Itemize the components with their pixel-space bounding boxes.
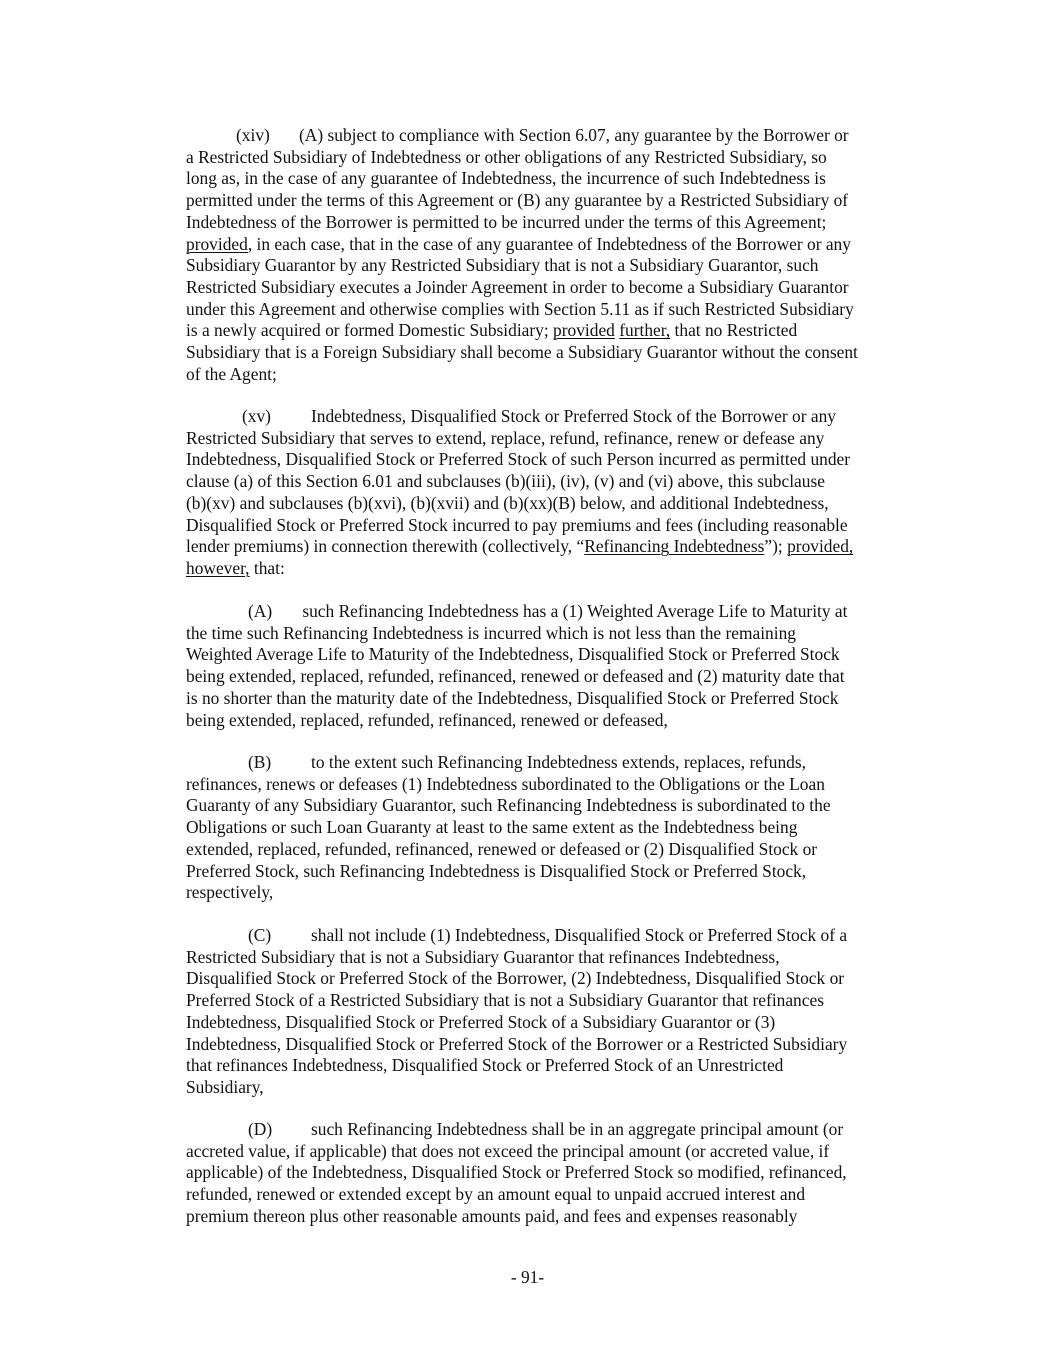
- clause-label: (xv): [242, 406, 271, 426]
- text-line: the time such Refinancing Indebtedness is incurred which is not less than the remaining: [186, 622, 796, 643]
- text-line: lender premiums) in connection therewith (collectively, “Refinancing Indebtedness”); provided,: [186, 536, 854, 557]
- text-line: premium thereon plus other reasonable amounts paid, and fees and expenses reasonably: [186, 1205, 798, 1226]
- text-line: refunded, renewed or extended except by an amount equal to unpaid accrued interest and: [186, 1184, 806, 1205]
- clause-label: (C): [248, 925, 272, 945]
- defined-term: Refinancing Indebtedness: [584, 536, 765, 557]
- page-number: - 91-: [510, 1267, 545, 1287]
- clause-label: (xiv): [236, 125, 270, 145]
- subclause-c: [186, 925, 926, 1099]
- text-line: Obligations or such Loan Guaranty at least to the same extent as the Indebtedness being: [186, 817, 798, 838]
- paragraph-xv: [186, 406, 926, 580]
- text-line: Restricted Subsidiary that is not a Subsidiary Guarantor that refinances Indebtedness,: [186, 946, 780, 967]
- text-line: Disqualified Stock or Preferred Stock incurred to pay premiums and fees (including reasonable: [186, 514, 848, 535]
- text-line: permitted under the terms of this Agreement or (B) any guarantee by a Restricted Subsidiary of: [186, 190, 849, 211]
- text-line: Indebtedness of the Borrower is permitted to be incurred under the terms of this Agreement;: [186, 211, 827, 232]
- text-line: provided, in each case, that in the case of any guarantee of Indebtedness of the Borrower or any: [186, 233, 851, 254]
- text-line: (D) such Refinancing Indebtedness shall be in an aggregate principal amount (or: [248, 1119, 844, 1139]
- text-line: Indebtedness, Disqualified Stock or Preferred Stock of such Person incurred as permitted under: [186, 449, 851, 470]
- text-line: (B) to the extent such Refinancing Indebtedness extends, replaces, refunds,: [248, 752, 806, 772]
- underlined-term: provided,: [787, 536, 854, 557]
- subclause-d: [186, 1119, 926, 1228]
- text-line: that refinances Indebtedness, Disqualified Stock or Preferred Stock of an Unrestricted: [186, 1055, 784, 1076]
- text-line: (b)(xv) and subclauses (b)(xvi), (b)(xvii) and (b)(xx)(B) below, and additional Indebtedness,: [186, 492, 829, 513]
- underlined-term: further,: [619, 320, 671, 341]
- subclause-b: [186, 752, 926, 904]
- text-line: Restricted Subsidiary that serves to extend, replace, refund, refinance, renew or defease any: [186, 427, 825, 448]
- text-line: being extended, replaced, refunded, refinanced, renewed or defeased and (2) maturity date that: [186, 666, 845, 687]
- underlined-term: however,: [186, 557, 250, 578]
- text-line: is no shorter than the maturity date of the Indebtedness, Disqualified Stock or Preferred Stock: [186, 687, 839, 708]
- text-line: Guaranty of any Subsidiary Guarantor, such Refinancing Indebtedness is subordinated to the: [186, 795, 831, 816]
- text-line: however, that:: [186, 557, 285, 578]
- text-line: being extended, replaced, refunded, refinanced, renewed or defeased,: [186, 709, 668, 730]
- clause-label: (A): [248, 601, 273, 621]
- clause-label: (D): [248, 1119, 273, 1139]
- text-line: clause (a) of this Section 6.01 and subclauses (b)(iii), (iv), (v) and (vi) above, this subclause: [186, 471, 825, 492]
- text-line: accreted value, if applicable) that does not exceed the principal amount (or accreted value, if: [186, 1140, 830, 1161]
- text-line: Weighted Average Life to Maturity of the Indebtedness, Disqualified Stock or Preferred Stock: [186, 644, 840, 665]
- text-line: extended, replaced, refunded, refinanced, renewed or defeased or (2) Disqualified Stock or: [186, 838, 818, 859]
- text-line: Indebtedness, Disqualified Stock or Preferred Stock of a Subsidiary Guarantor or (3): [186, 1011, 776, 1032]
- text-line: Preferred Stock of a Restricted Subsidiary that is not a Subsidiary Guarantor that refinances: [186, 990, 824, 1011]
- underlined-term: provided: [553, 320, 615, 341]
- text-line: long as, in the case of any guarantee of Indebtedness, the incurrence of such Indebtedness is: [186, 168, 826, 189]
- text-line: of the Agent;: [186, 363, 277, 384]
- subclause-a: [186, 601, 926, 731]
- text-line: a Restricted Subsidiary of Indebtedness or other obligations of any Restricted Subsidiary, so: [186, 146, 827, 167]
- text-line: Preferred Stock, such Refinancing Indebtedness is Disqualified Stock or Preferred Stock,: [186, 860, 807, 881]
- text-line: Disqualified Stock or Preferred Stock of the Borrower, (2) Indebtedness, Disqualified Stock or: [186, 968, 845, 989]
- text-line: under this Agreement and otherwise complies with Section 5.11 as if such Restricted Subsidiary: [186, 298, 854, 319]
- text-line: Subsidiary,: [186, 1076, 264, 1097]
- text-line: is a newly acquired or formed Domestic Subsidiary; provided further, that no Restricted: [186, 320, 798, 341]
- text-line: (C) shall not include (1) Indebtedness, Disqualified Stock or Preferred Stock of a: [248, 925, 848, 945]
- text-line: Restricted Subsidiary executes a Joinder Agreement in order to become a Subsidiary Guarantor: [186, 276, 849, 297]
- text-line: applicable) of the Indebtedness, Disqualified Stock or Preferred Stock so modified, refinanced,: [186, 1162, 847, 1183]
- text-line: (xv) Indebtedness, Disqualified Stock or Preferred Stock of the Borrower or any: [242, 406, 836, 426]
- text-line: refinances, renews or defeases (1) Indebtedness subordinated to the Obligations or the Loan: [186, 773, 825, 794]
- text-line: Indebtedness, Disqualified Stock or Preferred Stock of the Borrower or a Restricted Subsidiary: [186, 1033, 848, 1054]
- text-line: respectively,: [186, 882, 274, 903]
- paragraph-xiv: [186, 125, 926, 385]
- underlined-term: provided: [186, 233, 248, 254]
- text-line: Subsidiary Guarantor by any Restricted Subsidiary that is not a Subsidiary Guarantor, such: [186, 255, 819, 276]
- text-line: Subsidiary that is a Foreign Subsidiary shall become a Subsidiary Guarantor without the consent: [186, 342, 858, 363]
- text-line: (xiv) (A) subject to compliance with Section 6.07, any guarantee by the Borrower or: [236, 125, 849, 145]
- text-line: (A) such Refinancing Indebtedness has a (1) Weighted Average Life to Maturity at: [248, 601, 848, 621]
- clause-label: (B): [248, 752, 272, 772]
